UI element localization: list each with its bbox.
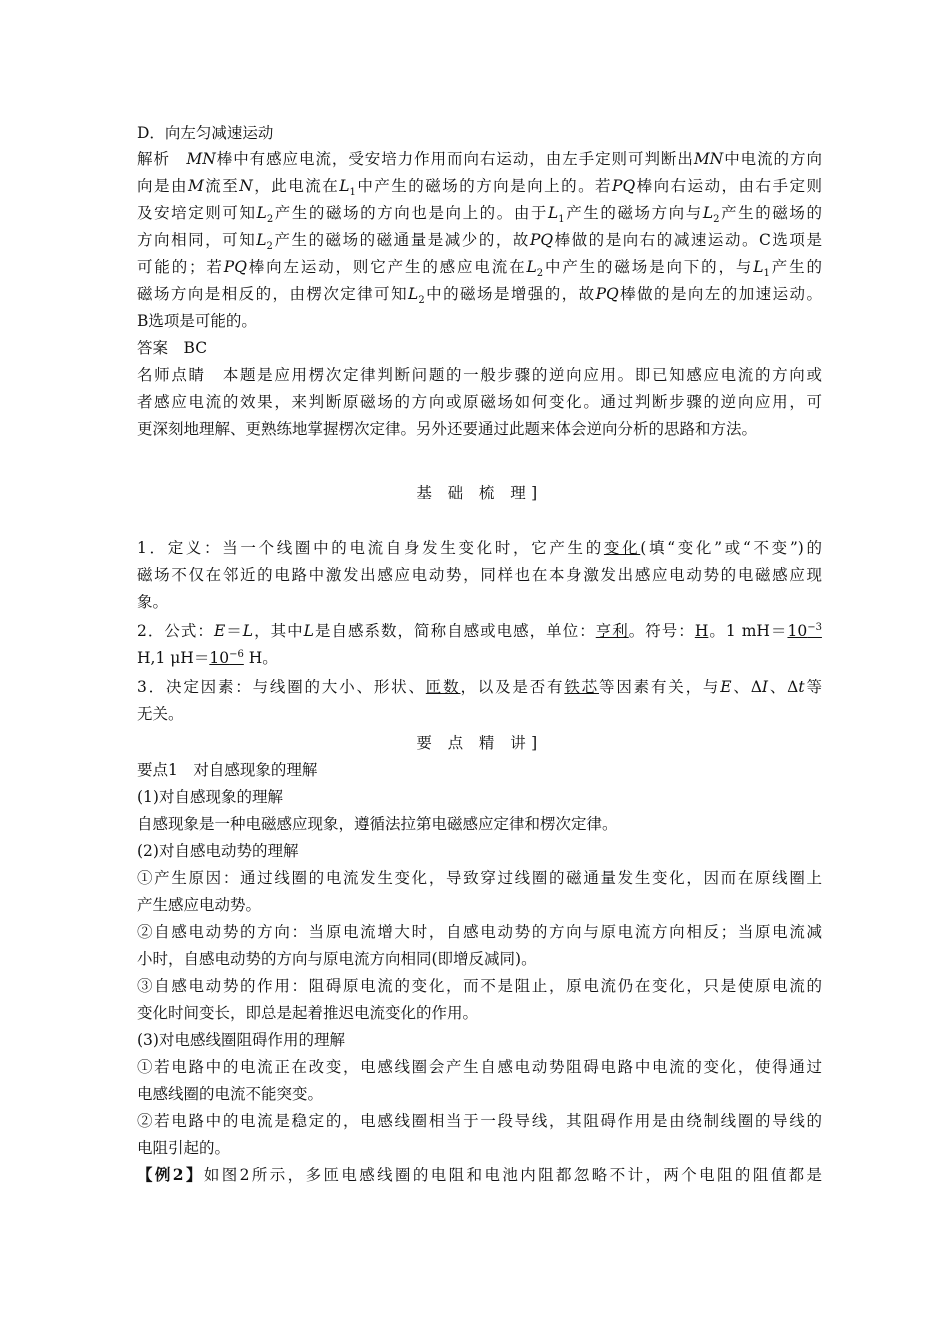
tip-line-1: 名师点睛 本题是应用楞次定律判断问题的一般步骤的逆向应用。即已知感应电流的方向或: [137, 366, 822, 384]
analysis-line-2: 向是由M流至N，此电流在$L_1$中产生的磁场的方向是向上的。若PQ棒向右运动，由右手定则: [137, 177, 822, 199]
point-1-title: 要点1 对自感现象的理解: [137, 761, 318, 779]
formula-line-1: 2．公式：E＝L，其中L是自感系数，简称自感或电感，单位：亨利。符号：H。1 $mH=10^{-3}$: [137, 621, 822, 640]
definition-line-2: 磁场不仅在邻近的电路中激发出感应电动势，同样也在本身激发出感应电动势的电磁感应现: [137, 566, 822, 584]
factors-line-1: 3．决定因素：与线圈的大小、形状、匝数，以及是否有铁芯等因素有关，与E、ΔI、Δt等: [137, 678, 822, 696]
item-a3-line-2: 变化时间变长，即总是起着推迟电流变化的作用。: [137, 1004, 479, 1022]
analysis-line-4: 方向相同，可知$L_2$产生的磁场的磁通量是减少的，故PQ棒做的是向右的减速运动。C选项是: [137, 231, 822, 253]
item-b2-line-1: ②若电路中的电流是稳定的，电感线圈相当于一段导线，其阻碍作用是由绕制线圈的导线的: [137, 1112, 822, 1130]
analysis-line-7: B选项是可能的。: [137, 312, 257, 330]
subsection-3: (3)对电感线圈阻碍作用的理解: [137, 1031, 345, 1049]
formula-line-2: H,1 $\mu H=10^{-6}$ H。: [137, 648, 278, 667]
section-title-points: 要 点 精 讲]: [416, 734, 543, 752]
tip-line-2: 者感应电流的效果，来判断原磁场的方向或原磁场如何变化。通过判断步骤的逆向应用，可: [137, 393, 822, 411]
item-b1-line-2: 电感线圈的电流不能突变。: [137, 1085, 324, 1103]
answer-line: 答案 BC: [137, 339, 208, 357]
option-d: D．向左匀减速运动: [137, 124, 274, 142]
definition-line-1: 1．定义：当一个线圈中的电流自身发生变化时，它产生的变化(填“变化”或“不变”)的: [137, 539, 822, 557]
example-2-line: 【例2】如图2所示，多匝电感线圈的电阻和电池内阻都忽略不计，两个电阻的阻值都是: [137, 1165, 822, 1184]
analysis-line-3: 及安培定则可知$L_2$产生的磁场的方向也是向上的。由于$L_1$产生的磁场方向与$L_2$产生的磁场的: [137, 204, 822, 226]
definition-line-3: 象。: [137, 593, 169, 611]
item-a3-line-1: ③自感电动势的作用：阻碍原电流的变化，而不是阻止，原电流仍在变化，只是使原电流的: [137, 977, 822, 995]
subsection-1-text: 自感现象是一种电磁感应现象，遵循法拉第电磁感应定律和楞次定律。: [137, 815, 618, 833]
section-title-basic: 基 础 梳 理]: [416, 484, 543, 502]
tip-line-3: 更深刻地理解、更熟练地掌握楞次定律。另外还要通过此题来体会逆向分析的思路和方法。: [137, 420, 758, 438]
item-a1-line-1: ①产生原因：通过线圈的电流发生变化，导致穿过线圈的磁通量发生变化，因而在原线圈上: [137, 869, 822, 887]
factors-line-2: 无关。: [137, 705, 184, 723]
item-a2-line-1: ②自感电动势的方向：当原电流增大时，自感电动势的方向与原电流方向相反；当原电流减: [137, 923, 822, 941]
item-b2-line-2: 电阻引起的。: [137, 1139, 231, 1157]
subsection-1: (1)对自感现象的理解: [137, 788, 283, 806]
analysis-line-5: 可能的；若PQ棒向左运动，则它产生的感应电流在$L_2$中产生的磁场是向下的，与$L_1$产生的: [137, 258, 822, 280]
analysis-line-1: 解析 MN棒中有感应电流，受安培力作用而向右运动，由左手定则可判断出MN中电流的方向: [137, 150, 822, 168]
item-a1-line-2: 产生感应电动势。: [137, 896, 262, 914]
subsection-2: (2)对自感电动势的理解: [137, 842, 299, 860]
analysis-line-6: 磁场方向是相反的，由楞次定律可知$L_2$中的磁场是增强的，故PQ棒做的是向左的加速运动。: [137, 285, 822, 307]
item-b1-line-1: ①若电路中的电流正在改变，电感线圈会产生自感电动势阻碍电路中电流的变化，使得通过: [137, 1058, 822, 1076]
item-a2-line-2: 小时，自感电动势的方向与原电流方向相同(即增反减同)。: [137, 950, 537, 968]
